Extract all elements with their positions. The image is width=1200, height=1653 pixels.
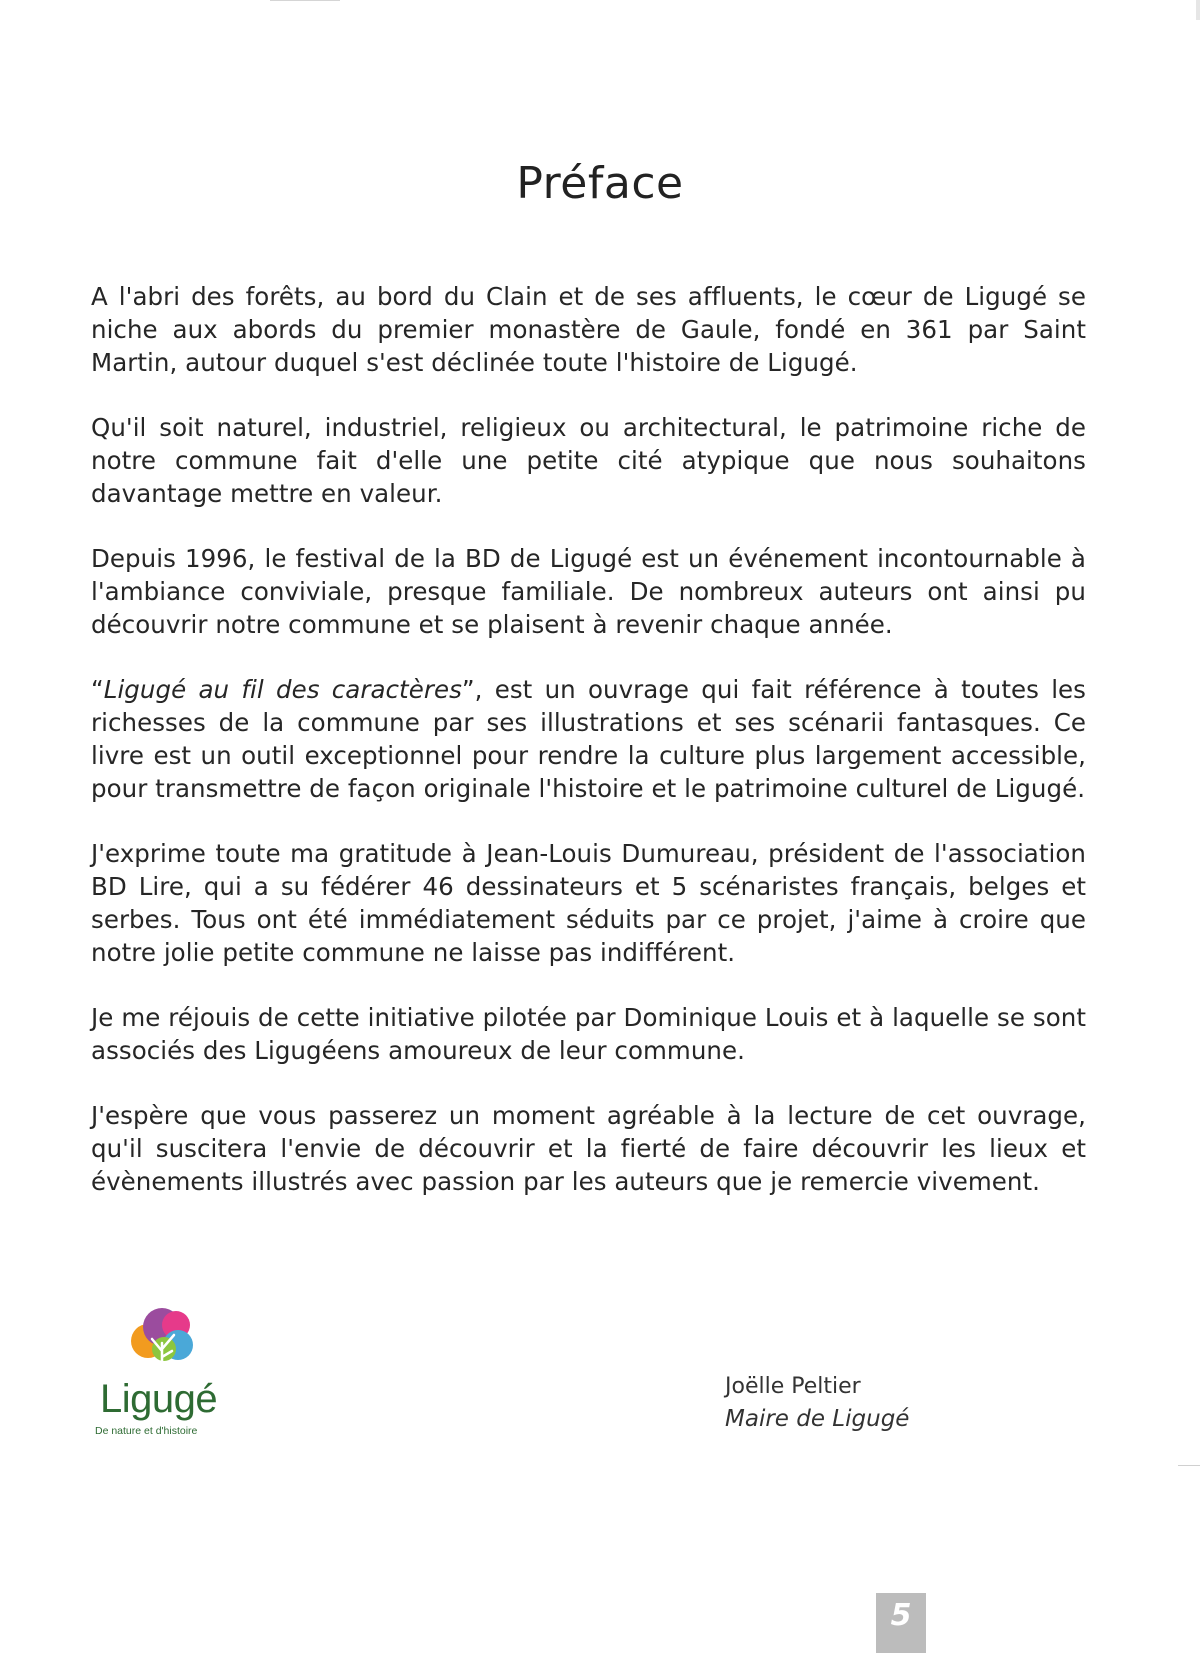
tree-logo-icon [126,1305,198,1375]
logo-tagline: De nature et d'histoire [95,1425,198,1437]
signature-block [725,1370,909,1436]
paragraph-6: Je me réjouis de cette initiative pilotée par Dominique Louis et à laquelle se sont associés des Ligugéens amoureux de leur commune. [91,1003,1086,1065]
quote-open: “ [91,675,104,704]
scan-edge-mark [1196,0,1200,20]
paragraph-7: J'espère que vous passerez un moment agréable à la lecture de cet ouvrage, qu'il suscitera l'envie de découvrir et la fierté de faire découvrir les lieux et évènements illustrés avec passion par les auteurs que je remercie vivement. [91,1101,1086,1196]
liguge-logo [92,1305,242,1445]
page-number: 5 [876,1593,926,1653]
paragraph-1: A l'abri des forêts, au bord du Clain et de ses affluents, le cœur de Ligugé se niche aux abords du premier monastère de Gaule, fondé en 361 par Saint Martin, autour duquel s'est déclinée toute l'histoire de Ligugé. [91,282,1086,377]
logo-name: Ligugé [100,1377,218,1421]
signature-name: Joëlle Peltier [725,1374,861,1399]
paragraph-5: J'exprime toute ma gratitude à Jean-Louis Dumureau, président de l'association BD Lire, qui a su fédérer 46 dessinateurs et 5 scénaristes français, belges et serbes. Tous ont été immédiatement séduits par ce projet, j'aime à croire que notre jolie petite commune ne laisse pas indifférent. [91,839,1086,967]
preface-body [91,280,1086,1230]
page-title: Préface [516,158,684,209]
scan-edge-mark [1178,1465,1200,1466]
paragraph-3: Depuis 1996, le festival de la BD de Ligugé est un événement incontournable à l'ambiance conviviale, presque familiale. De nombreux auteurs ont ainsi pu découvrir notre commune et se plaisent à revenir chaque année. [91,544,1086,639]
signature-role: Maire de Ligugé [725,1406,910,1432]
paragraph-2: Qu'il soit naturel, industriel, religieux ou architectural, le patrimoine riche de notre commune fait d'elle une petite cité atypique que nous souhaitons davantage mettre en valeur. [91,413,1086,508]
book-title: Ligugé au fil des caractères [103,675,462,704]
paragraph-4-text: ”, est un ouvrage qui fait référence à toutes les richesses de la commune par ses illustrations et ses scénarii fantasques. Ce livre est un outil exceptionnel pour rendre la culture plus largement accessible, pour transmettre de façon originale l'histoire et le patrimoine culturel de Ligugé. [91,675,1086,803]
paragraph-4 [91,673,1086,805]
scan-edge-mark [270,0,340,1]
